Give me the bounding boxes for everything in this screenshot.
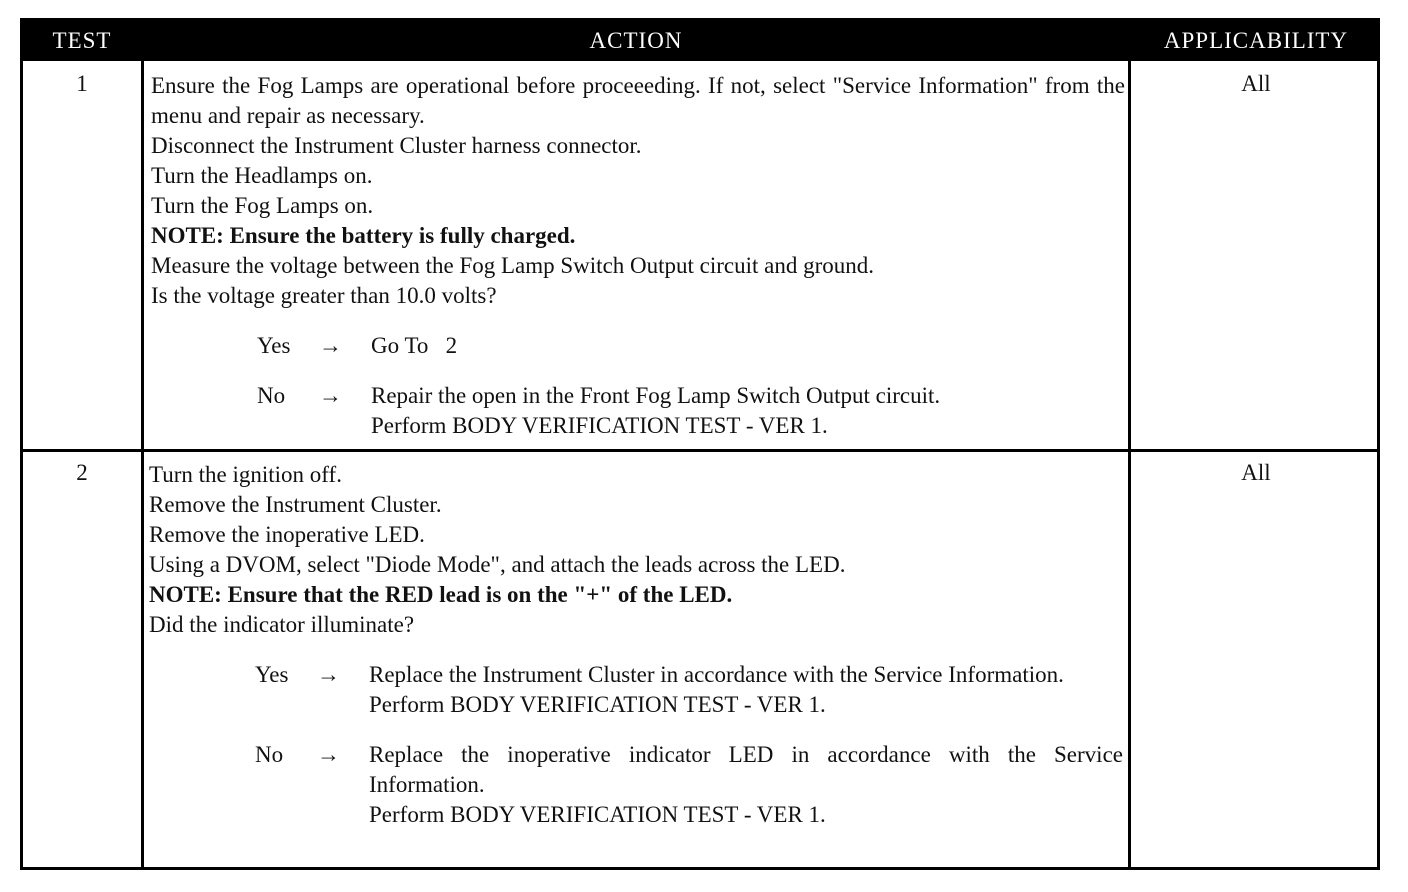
table-row (23, 61, 1377, 449)
arrow-icon: → (319, 333, 342, 358)
no-branch (255, 740, 1123, 830)
arrow-icon: → (317, 662, 340, 687)
header-test: TEST (52, 28, 112, 53)
action-step: Remove the inoperative LED. (149, 522, 425, 547)
no-label: No (255, 742, 284, 767)
test-number: 2 (76, 460, 88, 485)
action-question: Is the voltage greater than 10.0 volts? (151, 283, 497, 308)
yes-result (371, 331, 1125, 361)
table-row (23, 452, 1377, 867)
applicability-value: All (1241, 71, 1271, 96)
yes-result-line: Go To 2 (371, 333, 458, 358)
action-step: Turn the Headlamps on. (151, 163, 373, 188)
header-applicability: APPLICABILITY (1163, 28, 1349, 53)
no-result-line: Perform BODY VERIFICATION TEST - VER 1. (369, 802, 826, 827)
no-result-line: Repair the open in the Front Fog Lamp Switch Output circuit. (371, 383, 941, 408)
action-step: Using a DVOM, select "Diode Mode", and attach the leads across the LED. (149, 552, 846, 577)
yes-result-line: Replace the Instrument Cluster in accordance with the Service Information. (369, 662, 1064, 687)
action-cell (151, 71, 1125, 441)
yes-branch (257, 331, 1125, 361)
diagnostic-table (20, 18, 1380, 870)
action-step: Turn the ignition off. (149, 462, 342, 487)
no-result (371, 381, 1125, 441)
no-branch (257, 381, 1125, 441)
action-cell (149, 460, 1123, 830)
no-result (369, 740, 1123, 830)
action-step: Ensure the Fog Lamps are operational before proceeeding. If not, select "Service Information" from the menu and repair as necessary. (151, 73, 1125, 128)
yes-label: Yes (257, 333, 291, 358)
no-result-line: Perform BODY VERIFICATION TEST - VER 1. (371, 413, 828, 438)
action-step: Measure the voltage between the Fog Lamp Switch Output circuit and ground. (151, 253, 875, 278)
action-note: NOTE: Ensure the battery is fully charged. (151, 223, 576, 248)
yes-label: Yes (255, 662, 289, 687)
action-note: NOTE: Ensure that the RED lead is on the "+" of the LED. (149, 582, 733, 607)
test-number: 1 (76, 71, 88, 96)
yes-result-line: Perform BODY VERIFICATION TEST - VER 1. (369, 692, 826, 717)
yes-branch (255, 660, 1123, 720)
action-step: Disconnect the Instrument Cluster harness connector. (151, 133, 642, 158)
header-action: ACTION (589, 28, 683, 53)
applicability-value: All (1241, 460, 1271, 485)
action-step: Turn the Fog Lamps on. (151, 193, 374, 218)
no-result-line: Replace the inoperative indicator LED in accordance with the Service Information. (369, 742, 1123, 797)
yes-result (369, 660, 1123, 720)
no-label: No (257, 383, 286, 408)
arrow-icon: → (317, 742, 340, 767)
table-header (23, 21, 1377, 61)
action-step: Remove the Instrument Cluster. (149, 492, 442, 517)
arrow-icon: → (319, 383, 342, 408)
action-question: Did the indicator illuminate? (149, 612, 415, 637)
